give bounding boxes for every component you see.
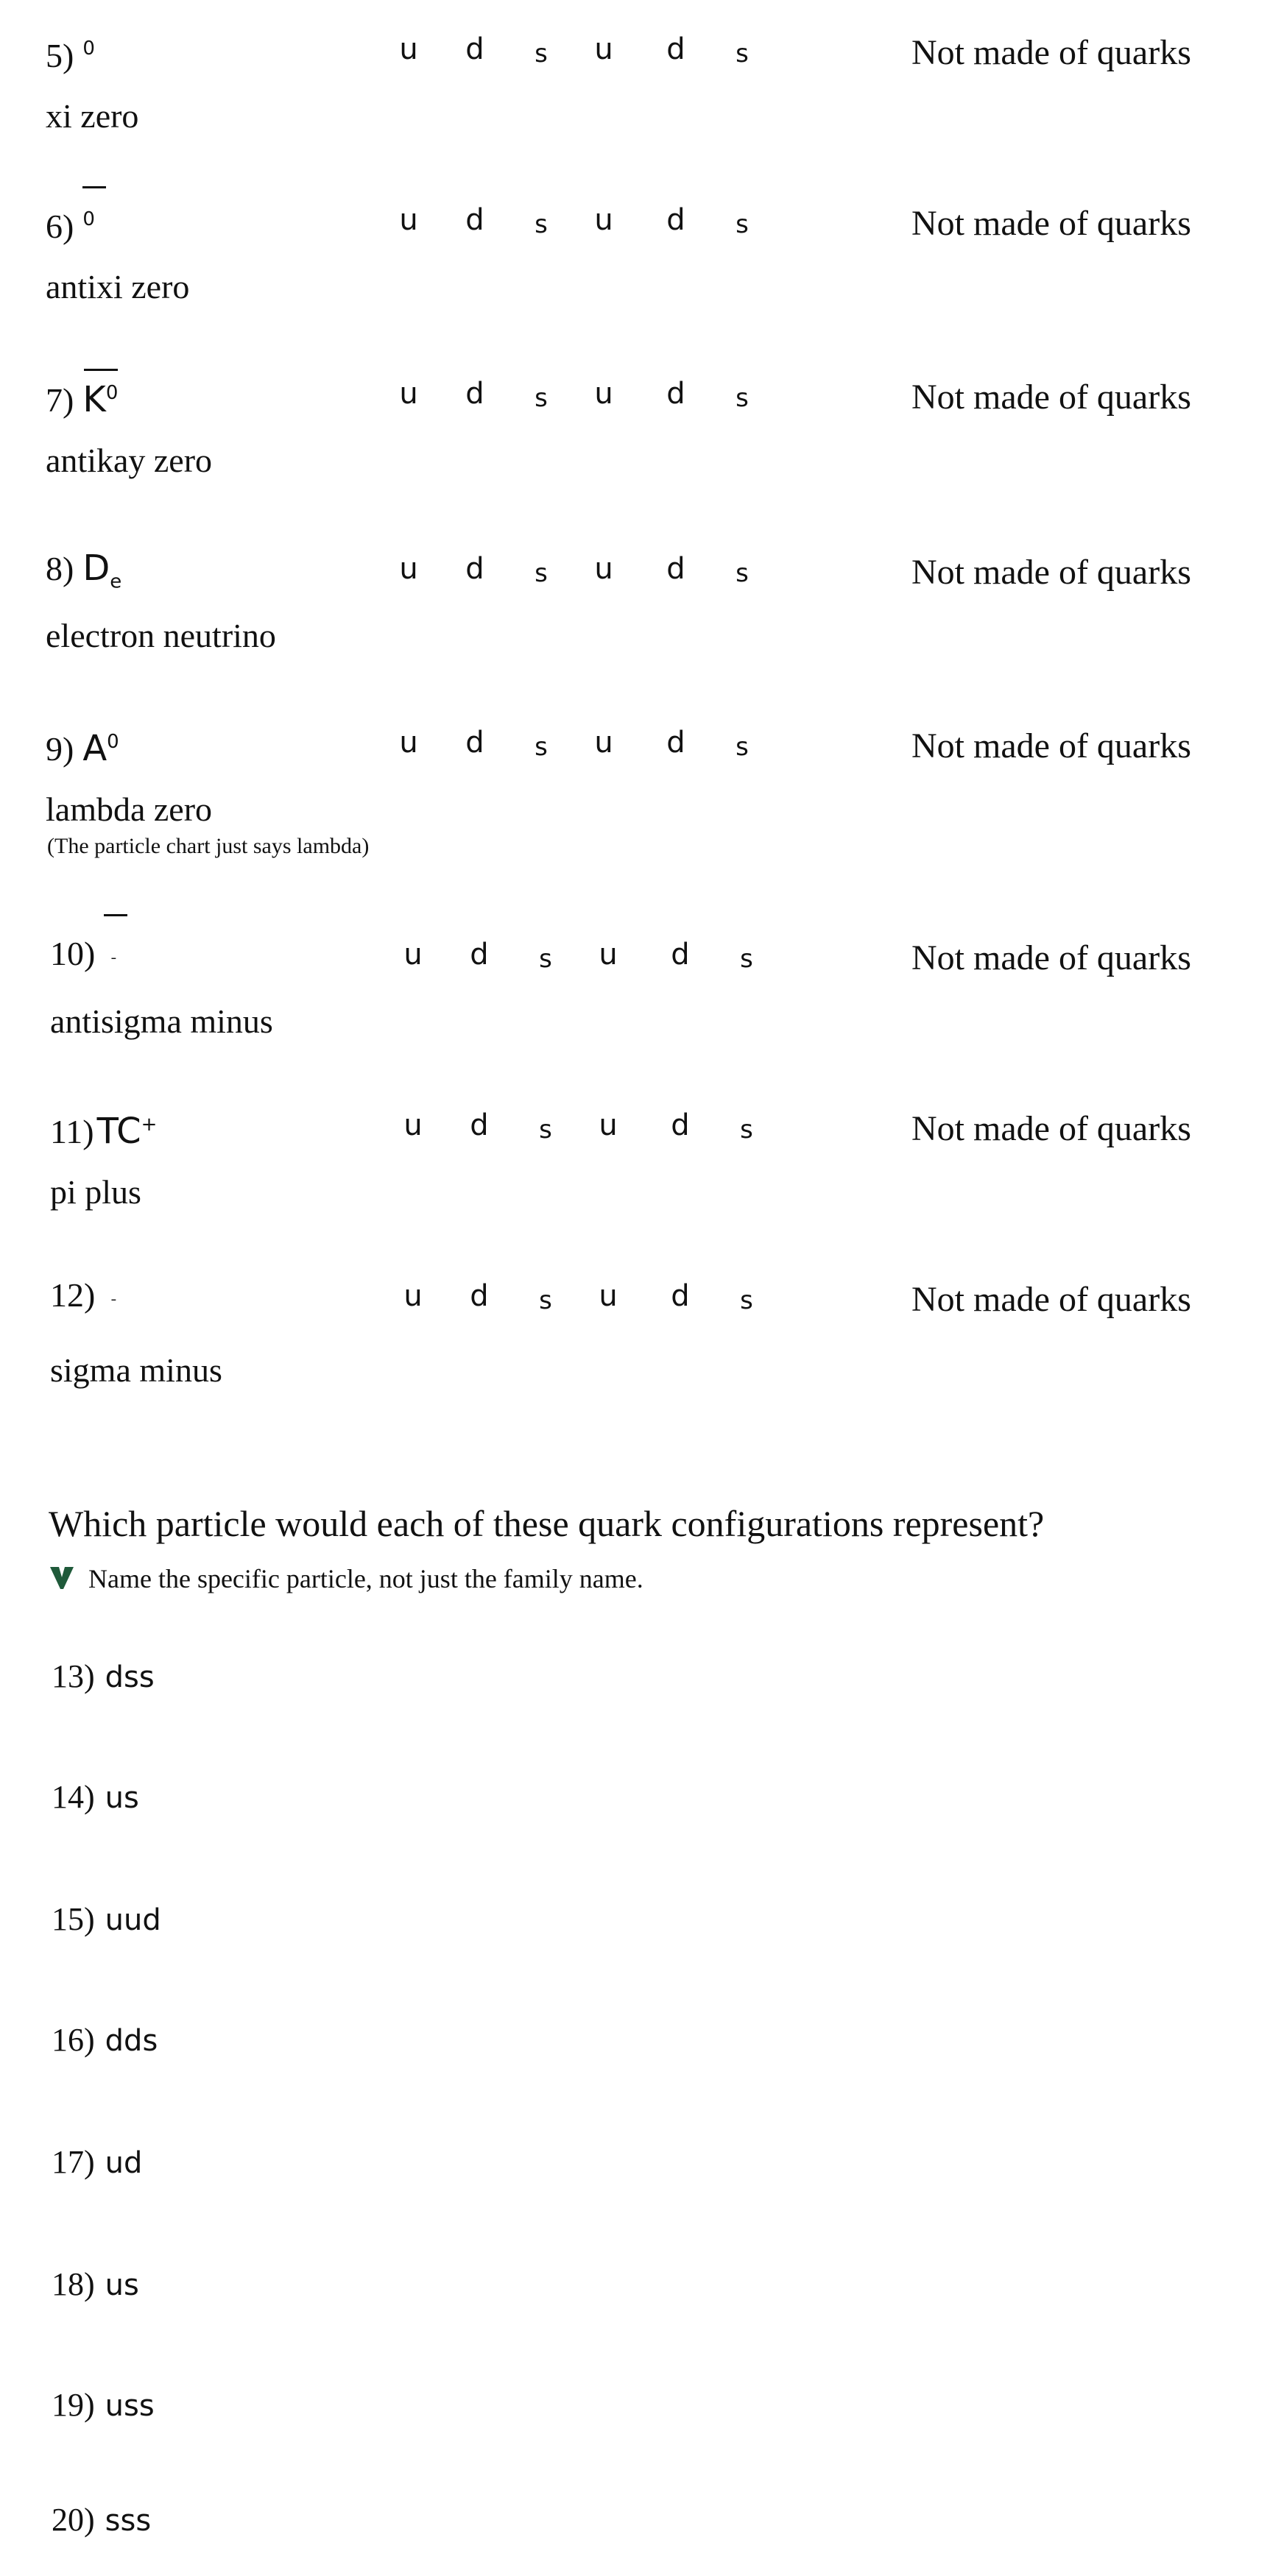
particle-name: lambda zero bbox=[46, 790, 213, 828]
quark-option-u[interactable]: u bbox=[399, 203, 418, 237]
item-number: 18) bbox=[52, 2266, 95, 2302]
antiquark-option-u[interactable]: u bbox=[594, 32, 613, 66]
quark-option-s[interactable]: s bbox=[539, 944, 552, 974]
quark-option-d[interactable]: d bbox=[465, 203, 484, 237]
symbol-mark: ˉ bbox=[110, 955, 118, 973]
particle-label bbox=[50, 1104, 157, 1153]
quark-option-u[interactable]: u bbox=[399, 377, 418, 411]
quark-option-u[interactable]: u bbox=[399, 726, 418, 760]
question-number: 6) bbox=[46, 208, 74, 245]
quark-option-d[interactable]: d bbox=[465, 32, 484, 66]
symbol-superscript: 0 bbox=[105, 382, 119, 404]
symbol-base: K bbox=[82, 379, 106, 420]
config-item-19 bbox=[52, 2385, 155, 2427]
antiquark-option-d[interactable]: d bbox=[671, 938, 690, 972]
particle-label bbox=[46, 28, 95, 77]
quark-option-d[interactable]: d bbox=[470, 1108, 489, 1142]
quark-option-u[interactable]: u bbox=[403, 938, 423, 972]
symbol-superscript: 0 bbox=[107, 731, 119, 753]
antiquark-option-u[interactable]: u bbox=[599, 1279, 618, 1313]
antiquark-option-u[interactable]: u bbox=[594, 726, 613, 760]
quark-option-d[interactable]: d bbox=[465, 377, 484, 411]
question-row-9 bbox=[0, 693, 1284, 892]
quark-option-u[interactable]: u bbox=[399, 32, 418, 66]
antiquark-option-d[interactable]: d bbox=[671, 1108, 690, 1142]
antiquark-option-u[interactable]: u bbox=[599, 938, 618, 972]
quark-configuration: dss bbox=[105, 1660, 155, 1694]
question-row-11 bbox=[0, 1076, 1284, 1245]
question-row-6 bbox=[0, 171, 1284, 340]
section-question: Which particle would each of these quark configurations represent? bbox=[49, 1503, 1045, 1544]
particle-name: pi plus bbox=[50, 1173, 141, 1211]
antiquark-option-s[interactable]: s bbox=[736, 39, 749, 68]
quark-configuration: sss bbox=[105, 2504, 152, 2538]
question-row-10 bbox=[0, 905, 1284, 1075]
quark-option-s[interactable]: s bbox=[535, 383, 548, 413]
antiquark-option-d[interactable]: d bbox=[666, 377, 685, 411]
antiquark-option-d[interactable]: d bbox=[666, 552, 685, 586]
not-made-of-quarks-option[interactable]: Not made of quarks bbox=[911, 1280, 1191, 1319]
antiquark-option-s[interactable]: s bbox=[736, 210, 749, 239]
question-number: 10) bbox=[50, 935, 96, 972]
antiquark-option-d[interactable]: d bbox=[666, 203, 685, 237]
quark-option-s[interactable]: s bbox=[535, 39, 548, 68]
antiquark-option-s[interactable]: s bbox=[736, 732, 749, 762]
item-number: 14) bbox=[52, 1779, 95, 1815]
symbol-mark: ˉ bbox=[110, 1297, 118, 1314]
not-made-of-quarks-option[interactable]: Not made of quarks bbox=[911, 1109, 1191, 1148]
item-number: 19) bbox=[52, 2387, 95, 2423]
item-number: 15) bbox=[52, 1901, 95, 1937]
not-made-of-quarks-option[interactable]: Not made of quarks bbox=[911, 726, 1191, 765]
config-item-16 bbox=[52, 2020, 158, 2062]
particle-label bbox=[50, 933, 130, 974]
symbol-base: A bbox=[82, 728, 107, 769]
antiquark-option-s[interactable]: s bbox=[740, 1286, 753, 1315]
instruction-text: Name the specific particle, not just the family name. bbox=[88, 1564, 643, 1593]
quark-option-d[interactable]: d bbox=[470, 938, 489, 972]
item-number: 13) bbox=[52, 1658, 95, 1694]
antiquark-option-d[interactable]: d bbox=[666, 726, 685, 760]
question-row-12 bbox=[0, 1247, 1284, 1416]
particle-label bbox=[46, 548, 121, 603]
quark-configuration: uss bbox=[105, 2389, 155, 2423]
not-made-of-quarks-option[interactable]: Not made of quarks bbox=[911, 378, 1191, 417]
particle-symbol bbox=[82, 35, 95, 76]
quark-option-u[interactable]: u bbox=[403, 1108, 423, 1142]
symbol-superscript: 0 bbox=[82, 38, 95, 60]
symbol-base: TC bbox=[96, 1111, 141, 1152]
item-number: 17) bbox=[52, 2144, 95, 2180]
quark-configuration: us bbox=[105, 1781, 139, 1815]
particle-symbol bbox=[104, 933, 130, 973]
quark-option-s[interactable]: s bbox=[535, 210, 548, 239]
antiquark-option-u[interactable]: u bbox=[594, 203, 613, 237]
antiquark-option-u[interactable]: u bbox=[594, 377, 613, 411]
question-number: 7) bbox=[46, 381, 74, 419]
not-made-of-quarks-option[interactable]: Not made of quarks bbox=[911, 33, 1191, 72]
item-number: 16) bbox=[52, 2022, 95, 2058]
question-number: 11) bbox=[50, 1113, 94, 1150]
quark-option-d[interactable]: d bbox=[465, 726, 484, 760]
quark-configuration: us bbox=[105, 2268, 139, 2302]
quark-option-u[interactable]: u bbox=[399, 552, 418, 586]
particle-note: (The particle chart just says lambda) bbox=[47, 834, 370, 858]
not-made-of-quarks-option[interactable]: Not made of quarks bbox=[911, 204, 1191, 243]
particle-name: sigma minus bbox=[50, 1351, 222, 1389]
question-number: 8) bbox=[46, 550, 74, 587]
question-number: 9) bbox=[46, 730, 74, 768]
antiquark-option-d[interactable]: d bbox=[671, 1279, 690, 1313]
particle-symbol bbox=[82, 205, 95, 247]
particle-symbol bbox=[82, 548, 122, 593]
question-row-7 bbox=[0, 344, 1284, 514]
question-number: 12) bbox=[50, 1276, 96, 1314]
not-made-of-quarks-option[interactable]: Not made of quarks bbox=[911, 553, 1191, 592]
antiquark-option-s[interactable]: s bbox=[736, 383, 749, 413]
particle-label bbox=[46, 199, 95, 247]
quark-configuration: uud bbox=[105, 1903, 161, 1937]
question-row-8 bbox=[0, 520, 1284, 689]
config-item-14 bbox=[52, 1777, 139, 1819]
config-item-20 bbox=[52, 2499, 151, 2541]
quark-option-s[interactable]: s bbox=[539, 1286, 552, 1315]
quark-configuration: ud bbox=[105, 2146, 143, 2180]
question-row-5 bbox=[0, 0, 1284, 169]
quark-option-s[interactable]: s bbox=[539, 1115, 552, 1144]
config-item-17 bbox=[52, 2142, 142, 2184]
antiquark-option-d[interactable]: d bbox=[666, 32, 685, 66]
symbol-superscript: 0 bbox=[82, 208, 95, 230]
particle-name: antixi zero bbox=[46, 268, 190, 305]
question-number: 5) bbox=[46, 37, 74, 74]
symbol-superscript: + bbox=[141, 1114, 158, 1136]
check-mark-icon bbox=[49, 1564, 75, 1590]
particle-symbol bbox=[82, 728, 119, 769]
particle-name: antisigma minus bbox=[50, 1002, 273, 1040]
antiquark-option-u[interactable]: u bbox=[594, 552, 613, 586]
particle-name: antikay zero bbox=[46, 442, 213, 479]
symbol-base: D bbox=[82, 548, 110, 589]
not-made-of-quarks-option[interactable]: Not made of quarks bbox=[911, 938, 1191, 977]
quark-option-s[interactable]: s bbox=[535, 559, 548, 588]
particle-label bbox=[46, 372, 118, 421]
quark-option-u[interactable]: u bbox=[403, 1279, 423, 1313]
particle-label bbox=[46, 721, 119, 770]
particle-symbol bbox=[104, 1275, 130, 1314]
particle-symbol bbox=[97, 1111, 158, 1152]
particle-name: xi zero bbox=[46, 97, 139, 135]
symbol-subscript: e bbox=[110, 570, 122, 593]
antiquark-option-s[interactable]: s bbox=[740, 944, 753, 974]
quark-option-d[interactable]: d bbox=[465, 552, 484, 586]
antiquark-option-s[interactable]: s bbox=[736, 559, 749, 588]
particle-label bbox=[50, 1275, 130, 1316]
section-instruction bbox=[49, 1562, 643, 1596]
quark-configuration: dds bbox=[105, 2024, 158, 2058]
antiquark-option-s[interactable]: s bbox=[740, 1115, 753, 1144]
particle-symbol bbox=[82, 379, 118, 420]
particle-name: electron neutrino bbox=[46, 617, 276, 654]
config-item-15 bbox=[52, 1899, 161, 1941]
antiquark-option-u[interactable]: u bbox=[599, 1108, 618, 1142]
quark-option-d[interactable]: d bbox=[470, 1279, 489, 1313]
config-item-18 bbox=[52, 2264, 139, 2306]
config-item-13 bbox=[52, 1656, 155, 1698]
quark-option-s[interactable]: s bbox=[535, 732, 548, 762]
item-number: 20) bbox=[52, 2502, 95, 2538]
